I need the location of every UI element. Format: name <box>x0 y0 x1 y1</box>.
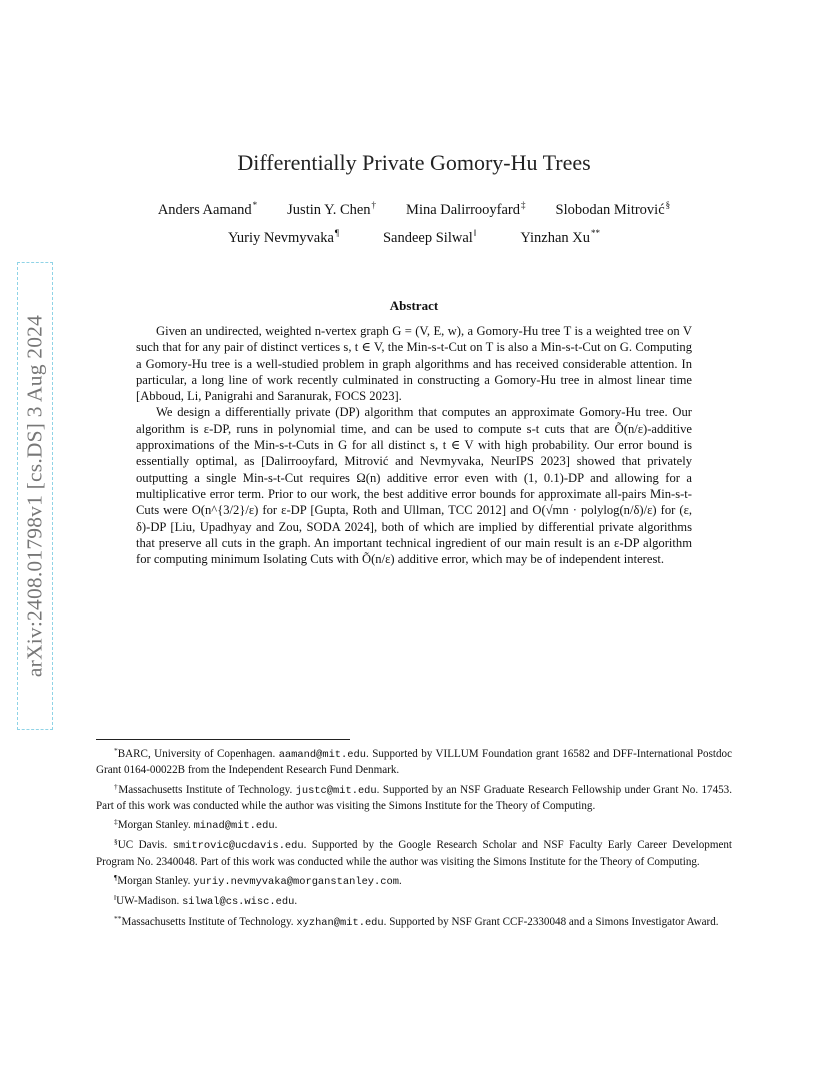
footnote-affiliation: Morgan Stanley. <box>117 875 191 888</box>
author-affiliation-mark: ‡ <box>521 200 526 210</box>
author-name: Mina Dalirrooyfard <box>406 202 520 218</box>
author-affiliation-mark: ‖ <box>473 228 477 238</box>
footnote-mark: * <box>114 746 118 755</box>
footnote-mark: † <box>114 781 119 791</box>
footnote-email: minad@mit.edu <box>193 820 275 833</box>
author <box>228 228 339 247</box>
footnote-email: aamand@mit.edu <box>278 749 366 761</box>
author <box>287 200 376 219</box>
footnote-mark: ¶ <box>114 873 118 883</box>
footnote-email: xyzhan@mit.edu <box>296 916 384 929</box>
footnote-affiliation: Morgan Stanley. <box>117 819 191 832</box>
abstract-body <box>136 323 692 567</box>
author-name: Justin Y. Chen <box>287 202 371 218</box>
footnote-email: silwal@cs.wisc.edu <box>182 896 295 909</box>
footnote-mark: ** <box>114 913 122 923</box>
footnote-affiliation: Massachusetts Institute of Technology. <box>118 783 293 796</box>
author-list-row-1 <box>96 200 732 219</box>
author-name: Slobodan Mitrović <box>555 202 665 218</box>
author-affiliation-mark: ** <box>591 228 600 238</box>
footnote-email: yuriy.nevmyvaka@morganstanley.com <box>193 876 399 889</box>
footnote-note: Supported by an NSF Graduate Research Fellowship under Grant No. 17453. Part of this work was conducted while the author was visiting the Simons Institute for the Theory of Computing. <box>96 783 732 812</box>
arxiv-stamp <box>17 262 53 730</box>
author-list-row-2 <box>96 228 732 247</box>
footnote-email: justc@mit.edu <box>295 784 377 797</box>
author <box>406 200 525 219</box>
footnote-email: smitrovic@ucdavis.edu <box>172 840 304 853</box>
footnote: §UC Davis. smitrovic@ucdavis.edu. Supported by the Google Research Scholar and NSF Faculty Early Career Development Program No. 2340048. Part of this work was conducted while the author was visiting the Simons Institute for the Theory of Computing. <box>96 837 733 868</box>
footnote: ‖UW-Madison. silwal@cs.wisc.edu. <box>114 893 298 909</box>
footnote-affiliation: Massachusetts Institute of Technology. <box>121 915 294 928</box>
author-name: Sandeep Silwal <box>382 230 473 246</box>
footnote-mark: ‖ <box>114 893 117 903</box>
footnote-note: Supported by NSF Grant CCF-2330048 and a Simons Investigator Award. <box>389 915 719 928</box>
footnote: †Massachusetts Institute of Technology. justc@mit.edu. Supported by an NSF Graduate Research Fellowship under Grant No. 17453. Part of this work was conducted while the author was visiting the Simons Institute for the Theory of Computing. <box>96 781 732 812</box>
author-affiliation-mark: § <box>665 200 671 210</box>
abstract-paragraph-1: Given an undirected, weighted n-vertex graph G = (V, E, w), a Gomory-Hu tree T is a weighted tree on V such that for any pair of distinct vertices s, t ∈ V, the Min-s-t-Cut on T is also a Min-s-t-Cut on G. Computing a Gomory-Hu tree is a well-studied problem in graph algorithms and has received considerable attention. In particular, a long line of work recently culminated in constructing a Gomory-Hu tree in almost linear time [Abboud, Li, Panigrahi and Saranurak, FOCS 2023]. <box>136 324 692 404</box>
footnote: **Massachusetts Institute of Technology. xyzhan@mit.edu. Supported by NSF Grant CCF-2330048 and a Simons Investigator Award. <box>114 913 719 929</box>
abstract-paragraph-2: We design a differentially private (DP) algorithm that computes an approximate Gomory-Hu tree. Our algorithm is ε-DP, runs in polynomial time, and can be used to compute s-t cuts that are Õ(n/ε)-additive approximations of the Min-s-t-Cuts in G for all distinct s, t ∈ V with high probability. Our error bound is essentially optimal, as [Dalirrooyfard, Mitrović and Nevmyvaka, NeurIPS 2023] showed that privately outputting a single Min-s-t-Cut requires Ω(n) additive error even with (1, 0.1)-DP and allowing for a multiplicative error term. Prior to our work, the best additive error bounds for approximate all-pairs Min-s-t-Cuts were O(n^{3/2}/ε) for ε-DP [Gupta, Roth and Ullman, TCC 2012] and O(√mn · polylog(n/δ)/ε) for (ε, δ)-DP [Liu, Upadhyay and Zou, SODA 2024], both of which are implied by differential private algorithms that preserve all cuts in the graph. An important technical ingredient of our main result is an ε-DP algorithm for computing minimum Isolating Cuts with Õ(n/ε) additive error, which may be of independent interest. <box>136 405 692 567</box>
footnote-mark: ‡ <box>114 817 118 827</box>
footnote-affiliation: UC Davis. <box>117 839 168 852</box>
footnote: ‡Morgan Stanley. minad@mit.edu. <box>114 817 278 833</box>
author-affiliation-mark: * <box>252 200 258 210</box>
footnote-mark: § <box>114 837 118 847</box>
author <box>158 200 257 219</box>
author <box>556 200 671 219</box>
footnote-divider <box>96 739 350 740</box>
author <box>383 228 476 247</box>
footnotes <box>96 743 732 931</box>
author <box>520 228 600 247</box>
footnote-affiliation: BARC, University of Copenhagen. <box>117 748 276 760</box>
footnote: ¶Morgan Stanley. yuriy.nevmyvaka@morganstanley.com. <box>114 873 402 889</box>
paper-title: Differentially Private Gomory-Hu Trees <box>237 150 591 175</box>
author-affiliation-mark: † <box>371 200 377 210</box>
author-name: Anders Aamand <box>157 202 252 218</box>
footnote: *BARC, University of Copenhagen. aamand@mit.edu. Supported by VILLUM Foundation grant 16582 and DFF-International Postdoc Grant 0164-00022B from the Independent Research Fund Denmark. <box>96 746 733 777</box>
author-name: Yinzhan Xu <box>520 230 590 246</box>
arxiv-identifier: arXiv:2408.01798v1 [cs.DS] 3 Aug 2024 <box>22 314 47 678</box>
footnote-note: Supported by the Google Research Scholar and NSF Faculty Early Career Development Program No. 2340048. Part of this work was conducted while the author was visiting the Simons Institute for the Theory of Computing. <box>96 839 733 868</box>
abstract-heading: Abstract <box>389 298 439 313</box>
footnote-affiliation: UW-Madison. <box>116 895 180 908</box>
author-name: Yuriy Nevmyvaka <box>228 230 334 246</box>
author-affiliation-mark: ¶ <box>334 228 339 238</box>
footnote-note: Supported by VILLUM Foundation grant 16582 and DFF-International Postdoc Grant 0164-00022B from the Independent Research Fund Denmark. <box>96 748 733 777</box>
